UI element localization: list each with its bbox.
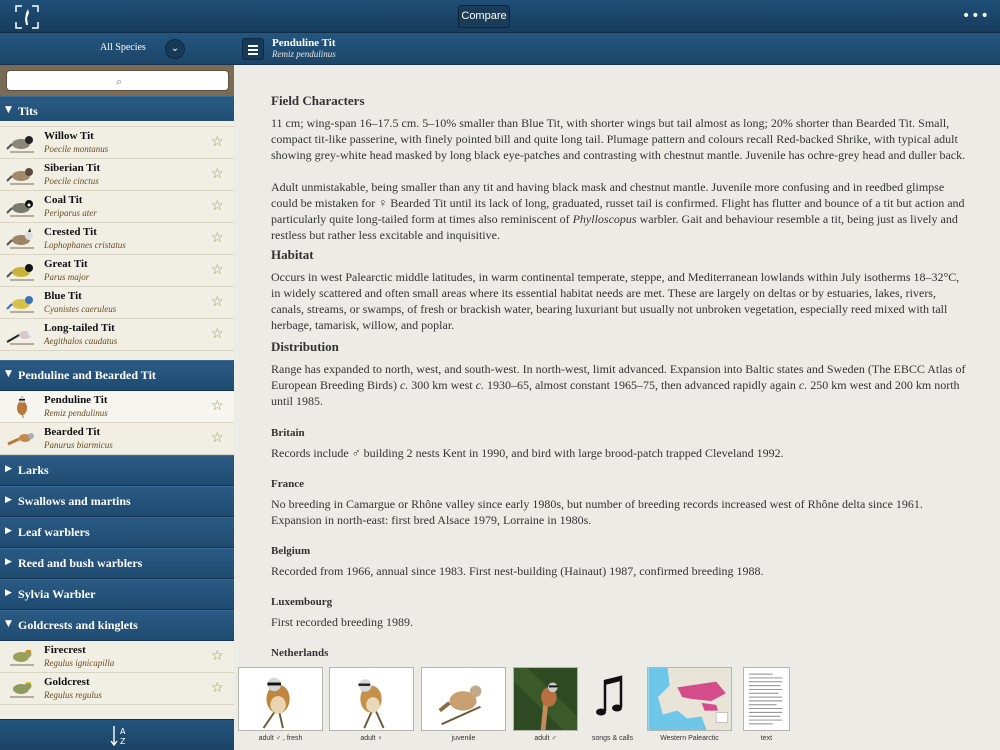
group-title: Goldcrests and kinglets bbox=[18, 618, 138, 632]
star-outline-icon[interactable]: ☆ bbox=[211, 294, 224, 310]
france-heading: France bbox=[271, 478, 304, 490]
document-thumbnail-icon bbox=[743, 667, 790, 731]
species-filter-label: All Species bbox=[100, 42, 146, 53]
group-header-leaf-warblers[interactable] bbox=[0, 517, 234, 548]
luxembourg-text: First recorded breeding 1989. bbox=[271, 615, 413, 629]
star-outline-icon[interactable]: ☆ bbox=[211, 134, 224, 150]
triangle-right-icon: ▶ bbox=[5, 526, 12, 536]
species-latin: Aegithalos caudatus bbox=[44, 336, 118, 346]
media-caption: adult ♂ bbox=[534, 735, 557, 742]
distribution-text bbox=[271, 361, 966, 409]
bird-thumbnail bbox=[6, 290, 38, 316]
search-input[interactable] bbox=[6, 70, 229, 91]
circa-abbrev: c. bbox=[798, 378, 808, 392]
bird-thumbnail bbox=[6, 130, 38, 156]
britain-text: Records include ♂ building 2 nests Kent in 1990, and bird with large brood-patch trapped Cleveland 1992. bbox=[271, 446, 784, 460]
group-header-penduline[interactable] bbox=[0, 360, 234, 391]
britain-heading: Britain bbox=[271, 427, 305, 439]
group-title: Leaf warblers bbox=[18, 525, 90, 539]
bird-thumbnail bbox=[6, 162, 38, 188]
species-name: Penduline Tit bbox=[44, 394, 108, 406]
group-title: Tits bbox=[18, 104, 38, 118]
bird-thumbnail bbox=[6, 394, 38, 420]
bird-thumbnail bbox=[6, 426, 38, 452]
group-header-goldcrests[interactable] bbox=[0, 610, 234, 641]
triangle-down-icon: ▼ bbox=[5, 369, 12, 379]
species-latin: Panurus biarmicus bbox=[44, 440, 113, 450]
species-name: Goldcrest bbox=[44, 676, 90, 688]
france-text: No breeding in Camargue or Rhône valley since early 1980s, but number of breeding records increased west of Rhône delta since 1961. Expansion in north-east: first bred Alsace 1979, Lorraine in 1980s. bbox=[271, 497, 923, 527]
bird-thumbnail bbox=[6, 644, 38, 670]
species-name: Siberian Tit bbox=[44, 162, 101, 174]
species-name: Willow Tit bbox=[44, 130, 94, 142]
triangle-down-icon: ▼ bbox=[5, 105, 12, 115]
species-title: Penduline Tit bbox=[272, 37, 336, 49]
triangle-down-icon: ▼ bbox=[5, 619, 12, 629]
species-name: Great Tit bbox=[44, 258, 88, 270]
species-latin: Regulus regulus bbox=[44, 690, 102, 700]
species-list-penduline bbox=[0, 391, 234, 455]
group-title: Reed and bush warblers bbox=[18, 556, 143, 570]
group-title: Swallows and martins bbox=[18, 494, 131, 508]
netherlands-heading: Netherlands bbox=[271, 647, 329, 659]
species-title-latin: Remiz pendulinus bbox=[272, 49, 336, 59]
paragraph-text: 1930–65, almost constant 1965–75, then advanced rapidly again bbox=[483, 378, 799, 392]
more-options-icon[interactable]: ••• bbox=[962, 8, 990, 24]
bird-thumbnail bbox=[6, 258, 38, 284]
star-outline-icon[interactable]: ☆ bbox=[211, 398, 224, 414]
species-latin: Regulus ignicapilla bbox=[44, 658, 115, 668]
species-detail-content bbox=[234, 65, 1000, 665]
media-caption: text bbox=[760, 735, 773, 742]
circa-abbrev: c. bbox=[399, 378, 409, 392]
species-row-crested-tit[interactable] bbox=[0, 223, 234, 255]
triangle-right-icon: ▶ bbox=[5, 495, 12, 505]
svg-text:A: A bbox=[120, 727, 126, 736]
group-title: Penduline and Bearded Tit bbox=[18, 368, 156, 382]
media-item-adult-female[interactable] bbox=[329, 667, 414, 747]
species-latin: Remiz pendulinus bbox=[44, 408, 108, 418]
belgium-heading: Belgium bbox=[271, 545, 311, 557]
range-map bbox=[647, 667, 732, 731]
media-caption: adult ♀ bbox=[360, 735, 383, 742]
species-text bbox=[271, 93, 966, 665]
star-outline-icon[interactable]: ☆ bbox=[211, 230, 224, 246]
media-item-text[interactable] bbox=[743, 667, 790, 747]
group-title: Sylvia Warbler bbox=[18, 587, 96, 601]
species-row-penduline-tit[interactable] bbox=[0, 391, 234, 423]
sort-bar bbox=[0, 719, 234, 750]
bird-illustration bbox=[238, 667, 323, 731]
triangle-right-icon: ▶ bbox=[5, 588, 12, 598]
bird-thumbnail bbox=[6, 194, 38, 220]
media-item-juvenile[interactable] bbox=[421, 667, 506, 747]
triangle-right-icon: ▶ bbox=[5, 557, 12, 567]
species-row-long-tailed-tit[interactable] bbox=[0, 319, 234, 351]
species-name: Blue Tit bbox=[44, 290, 82, 302]
sort-alpha-icon[interactable] bbox=[109, 724, 129, 748]
media-caption: adult ♂ , fresh bbox=[258, 735, 303, 742]
species-name: Coal Tit bbox=[44, 194, 83, 206]
genus-name: Phylloscopus bbox=[572, 212, 637, 226]
paragraph-text: 250 km west and 200 km north until 1985. bbox=[271, 378, 960, 408]
media-strip bbox=[234, 665, 1000, 750]
species-latin: Periparus ater bbox=[44, 208, 97, 218]
group-header-sylvia[interactable] bbox=[0, 579, 234, 610]
media-caption: Western Palearctic bbox=[660, 735, 719, 742]
media-caption: songs & calls bbox=[591, 735, 634, 742]
species-latin: Parus major bbox=[44, 272, 90, 282]
species-row-coal-tit[interactable] bbox=[0, 191, 234, 223]
species-row-siberian-tit[interactable] bbox=[0, 159, 234, 191]
top-toolbar bbox=[0, 0, 1000, 33]
circa-abbrev: c. bbox=[475, 378, 484, 392]
species-list-tits bbox=[0, 127, 234, 360]
paragraph-text: 300 km west bbox=[408, 378, 476, 392]
field-characters-text: 11 cm; wing-span 16–17.5 cm. 5–10% smaller than Blue Tit, with shorter wings but tail almost as long; 20% shorter than Bearded Tit. Small, compact tit-like passerine, with finely pointed bill and quite long tail. Plumage pattern and colours recall Red-backed Shrike, with typical adult showing grey-white head masked by long black eye-patches and contrasting with chestnut mantle. Juvenile has ochre-grey head and duller back. bbox=[271, 116, 966, 162]
species-row-great-tit[interactable] bbox=[0, 255, 234, 287]
star-outline-icon[interactable]: ☆ bbox=[211, 326, 224, 342]
luxembourg-heading: Luxembourg bbox=[271, 596, 333, 608]
group-header-swallows[interactable] bbox=[0, 486, 234, 517]
species-latin: Poecile cinctus bbox=[44, 176, 99, 186]
paragraph-text: warbler. Gait and behaviour resemble a tit, being just as lively and restless but rather less excitable and inquisitive. bbox=[271, 212, 958, 242]
species-row-firecrest[interactable] bbox=[0, 641, 234, 673]
paragraph-text: Adult unmistakable, being smaller than any tit and having black mask and chestnut mantle. Juvenile more confusing and in reedbed glimpse could be mistaken for ♀ Bearded Tit until its lack of long, graduated, russet tail is confirmed. Flight has flutter and bounce of a tit but action and particularly quite long-tailed form at times also reminiscent of bbox=[271, 180, 965, 226]
habitat-text: Occurs in west Palearctic middle latitudes, in warm continental temperate, steppe, and Mediterranean lowlands within July isotherms 18–32°C, in widely scattered and often small areas where its essential habitat needs are met. These are largely on deltas or by estuaries, lakes, rivers, canals, streams, or swamps, of fresh or brackish water, bearing luxuriant but usually not unbroken vegetation, especially reed mixed with tall herbage, tamarisk, willow, and poplar. bbox=[271, 270, 960, 332]
star-outline-icon[interactable]: ☆ bbox=[211, 198, 224, 214]
star-outline-icon[interactable]: ☆ bbox=[211, 680, 224, 696]
media-item-adult-male-photo[interactable] bbox=[513, 667, 578, 747]
species-sidebar bbox=[0, 33, 234, 750]
species-latin: Cyanistes caeruleus bbox=[44, 304, 117, 314]
species-name: Firecrest bbox=[44, 644, 86, 656]
habitat-heading: Habitat bbox=[271, 247, 314, 262]
svg-text:Z: Z bbox=[120, 737, 126, 746]
media-caption: juvenile bbox=[451, 735, 476, 742]
bird-thumbnail bbox=[6, 322, 38, 348]
species-latin: Poecile montanus bbox=[44, 144, 109, 154]
hamburger-menu-icon[interactable] bbox=[242, 38, 264, 60]
search-bar bbox=[0, 65, 234, 96]
group-header-reed-warblers[interactable] bbox=[0, 548, 234, 579]
species-row-blue-tit[interactable] bbox=[0, 287, 234, 319]
compare-button[interactable]: Compare bbox=[458, 5, 510, 28]
belgium-text: Recorded from 1966, annual since 1983. First nest-building (Hainaut) 1987, confirmed breeding 1988. bbox=[271, 564, 764, 578]
star-outline-icon[interactable]: ☆ bbox=[211, 430, 224, 446]
species-row-goldcrest[interactable] bbox=[0, 673, 234, 705]
bird-illustration bbox=[421, 667, 506, 731]
search-icon: ⌕ bbox=[116, 75, 123, 88]
music-note-icon bbox=[585, 667, 640, 731]
species-title-bar bbox=[234, 33, 1000, 65]
star-outline-icon[interactable]: ☆ bbox=[211, 262, 224, 278]
species-row-willow-tit[interactable] bbox=[0, 127, 234, 159]
paragraph-text: Range has expanded to north, west, and south-west. In north-west, limit advanced. Expansion into Baltic states and Sweden (The EBCC Atlas of European Breeding Birds) bbox=[271, 362, 966, 392]
species-name: Long-tailed Tit bbox=[44, 322, 115, 334]
field-characters-heading: Field Characters bbox=[271, 93, 365, 108]
triangle-right-icon: ▶ bbox=[5, 464, 12, 474]
group-header-larks[interactable] bbox=[0, 455, 234, 486]
app-logo-icon[interactable] bbox=[14, 4, 40, 30]
chevron-down-icon[interactable]: ⌄ bbox=[165, 39, 185, 59]
bird-thumbnail bbox=[6, 226, 38, 252]
bird-illustration bbox=[329, 667, 414, 731]
distribution-heading: Distribution bbox=[271, 339, 339, 354]
media-item-songs-calls[interactable] bbox=[585, 667, 640, 747]
species-row-bearded-tit[interactable] bbox=[0, 423, 234, 455]
bird-photo bbox=[513, 667, 578, 731]
media-item-range-map[interactable] bbox=[647, 667, 732, 747]
species-list-goldcrests bbox=[0, 641, 234, 719]
media-item-adult-male-fresh[interactable] bbox=[238, 667, 323, 747]
species-name: Bearded Tit bbox=[44, 426, 101, 438]
star-outline-icon[interactable]: ☆ bbox=[211, 648, 224, 664]
bird-thumbnail bbox=[6, 676, 38, 702]
species-latin: Lophophanes cristatus bbox=[44, 240, 126, 250]
field-characters-text-2 bbox=[271, 179, 966, 243]
species-filter-bar bbox=[0, 33, 234, 65]
star-outline-icon[interactable]: ☆ bbox=[211, 166, 224, 182]
group-title: Larks bbox=[18, 463, 49, 477]
species-name: Crested Tit bbox=[44, 226, 97, 238]
